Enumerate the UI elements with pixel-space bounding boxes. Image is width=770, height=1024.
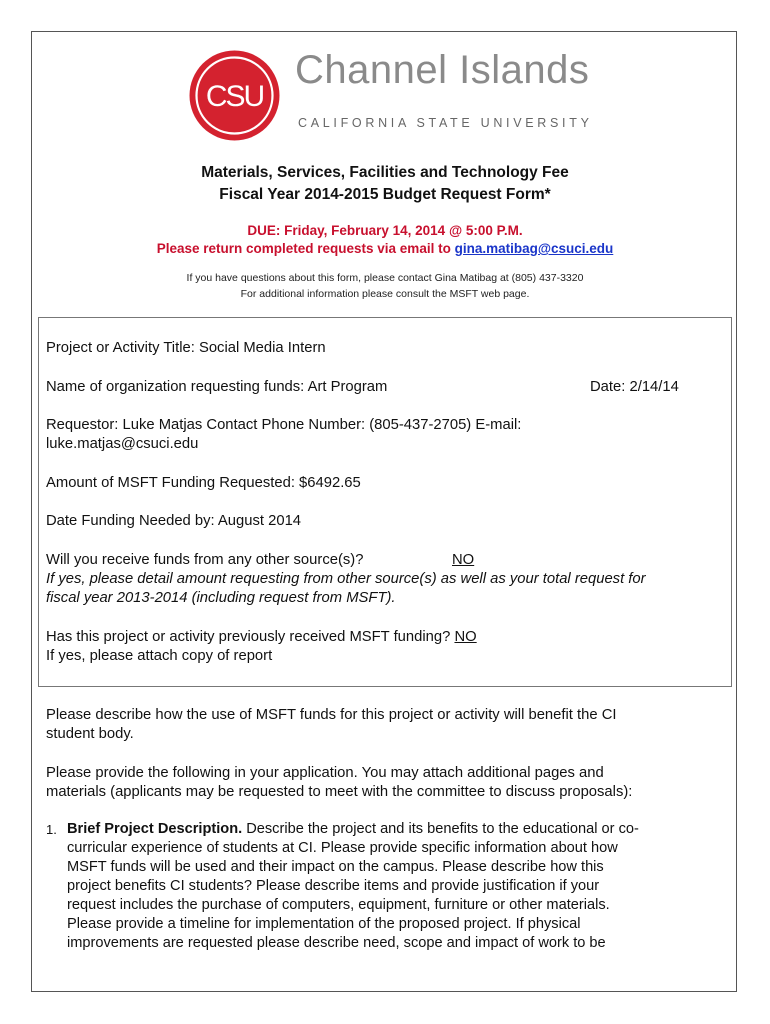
- item1-heading: Brief Project Description.: [67, 821, 243, 837]
- other-sources-note1: If yes, please detail amount requesting from other source(s) as well as your total request for: [46, 571, 646, 587]
- previous-funding-question-text: Has this project or activity previously received MSFT funding?: [46, 629, 451, 645]
- requestor-line1: Requestor: Luke Matjas Contact Phone Number: (805-437-2705) E-mail:: [46, 417, 522, 433]
- item1-line-1: curricular experience of students at CI. Please provide specific information about how: [67, 840, 618, 856]
- project-title: Project or Activity Title: Social Media Intern: [46, 340, 326, 356]
- item1-number: 1.: [46, 822, 57, 837]
- requestor-email: luke.matjas@csuci.edu: [46, 436, 199, 452]
- svg-text:CSU: CSU: [205, 80, 264, 113]
- item1-line-0: Describe the project and its benefits to the educational or co-: [242, 821, 639, 837]
- item1-line-6: improvements are requested please describe need, scope and impact of work to be: [67, 935, 606, 951]
- previous-funding-answer: NO: [454, 629, 477, 645]
- organization-name: Name of organization requesting funds: Art Program: [46, 379, 388, 395]
- csu-channel-islands-logo: [189, 48, 593, 143]
- csu-seal-icon: [189, 50, 280, 141]
- form-title-line2: Fiscal Year 2014-2015 Budget Request Form*: [219, 186, 551, 203]
- due-date: DUE: Friday, February 14, 2014 @ 5:00 P.M.: [247, 223, 523, 238]
- item1-line-2: MSFT funds will be used and their impact on the campus. Please describe how this: [67, 859, 604, 875]
- item1-line-5: Please provide a timeline for implementation of the proposed project. If physical: [67, 916, 581, 932]
- other-sources-answer: NO: [452, 552, 475, 568]
- funding-amount: Amount of MSFT Funding Requested: $6492.65: [46, 475, 361, 491]
- contact-note: If you have questions about this form, please contact Gina Matibag at (805) 437-3320: [186, 272, 584, 284]
- return-instructions: [0, 241, 770, 256]
- info-note: For additional information please consult the MSFT web page.: [240, 288, 530, 300]
- other-sources-note2: fiscal year 2013-2014 (including request from MSFT).: [46, 590, 396, 606]
- return-prefix: Please return completed requests via email to: [156, 241, 455, 256]
- item1-text: [67, 820, 727, 953]
- describe-line1: Please describe how the use of MSFT funds for this project or activity will benefit the CI: [46, 707, 617, 723]
- logo-name: Channel Islands: [295, 48, 590, 92]
- previous-funding-note: If yes, please attach copy of report: [46, 648, 273, 664]
- provide-line1: Please provide the following in your application. You may attach additional pages and: [46, 765, 604, 781]
- other-sources-question: Will you receive funds from any other source(s)?: [46, 552, 364, 568]
- request-date: Date: 2/14/14: [590, 379, 679, 395]
- date-needed: Date Funding Needed by: August 2014: [46, 513, 302, 529]
- provide-line2: materials (applicants may be requested to meet with the committee to discuss proposals):: [46, 784, 633, 800]
- item1-line-4: request includes the purchase of computers, equipment, furniture or other materials.: [67, 897, 610, 913]
- logo-subtitle: CALIFORNIA STATE UNIVERSITY: [298, 116, 593, 130]
- previous-funding-question: [46, 628, 477, 647]
- return-email-link[interactable]: gina.matibag@csuci.edu: [454, 241, 614, 256]
- item1-line-3: project benefits CI students? Please describe items and provide justification if your: [67, 878, 600, 894]
- describe-line2: student body.: [46, 726, 134, 742]
- form-title-line1: Materials, Services, Facilities and Technology Fee: [201, 164, 569, 181]
